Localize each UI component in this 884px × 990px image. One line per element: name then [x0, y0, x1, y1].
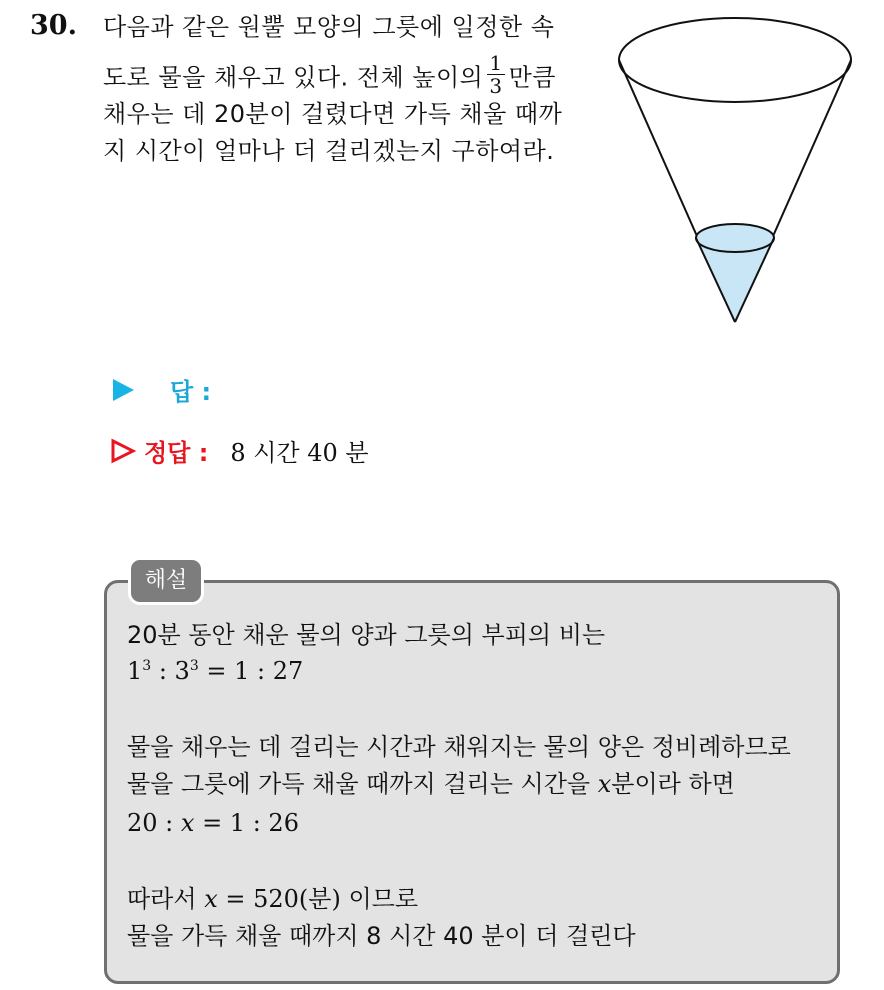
question-line-2-tail: 만큼 [508, 63, 556, 92]
explanation-line-4 [127, 769, 735, 799]
explanation-line-6-text: 따라서 [127, 885, 205, 913]
one-third-fraction [487, 52, 504, 97]
cone-rim [619, 18, 851, 102]
question-line-2-text: 도로 물을 채우고 있다. 전체 높이의 [103, 63, 484, 92]
explanation-line-1: 20분 동안 채운 물의 양과 그릇의 부피의 비는 [127, 621, 606, 649]
answer-label: 답 : [170, 378, 212, 406]
explanation-tab: 해설 [128, 557, 204, 605]
question-line-4: 지 시간이 얼마나 더 걸리겠는지 구하여라. [103, 137, 555, 165]
ratio-base-2: : 3 [151, 657, 190, 685]
water-surface [696, 224, 774, 252]
question-number: 30. [30, 10, 77, 41]
variable-x: x [204, 885, 218, 913]
correct-answer-value: 8 시간 40 분 [230, 439, 369, 467]
play-marker-icon [110, 377, 136, 403]
variable-x: x [597, 770, 612, 798]
correct-answer-label: 정답 : [144, 439, 209, 467]
variable-x: x [180, 809, 195, 837]
question-line-3: 채우는 데 20분이 걸렸다면 가득 채울 때까 [103, 100, 563, 128]
question-line-1: 다음과 같은 원뿔 모양의 그릇에 일정한 속 [103, 13, 555, 41]
explanation-line-5 [127, 808, 299, 838]
explanation-line-4-tail: 분이라 하면 [611, 770, 735, 798]
explanation-line-2 [127, 656, 303, 686]
outline-play-marker-icon [110, 438, 136, 464]
cone-figure [610, 10, 860, 330]
fraction-numerator: 1 [489, 51, 503, 75]
correct-answer-row [110, 433, 369, 468]
explanation-line-6 [127, 884, 418, 914]
explanation-line-6-tail: = 520(분) 이므로 [217, 885, 419, 913]
ratio-result: = 1 : 27 [198, 657, 304, 685]
answer-row [110, 372, 233, 407]
proportion-left: 20 : [127, 809, 181, 837]
proportion-right: = 1 : 26 [194, 809, 299, 837]
ratio-exponent-1: 3 [142, 658, 152, 674]
ratio-base-1: 1 [127, 657, 143, 685]
explanation-line-3: 물을 채우는 데 걸리는 시간과 채워지는 물의 양은 정비례하므로 [127, 733, 791, 761]
explanation-line-4-text: 물을 그릇에 가득 채울 때까지 걸리는 시간을 [127, 770, 598, 798]
explanation-line-7: 물을 가득 채울 때까지 8 시간 40 분이 더 걸린다 [127, 922, 636, 950]
question-line-2 [103, 51, 556, 101]
fraction-denominator: 3 [489, 74, 503, 98]
ratio-exponent-2: 3 [189, 658, 199, 674]
